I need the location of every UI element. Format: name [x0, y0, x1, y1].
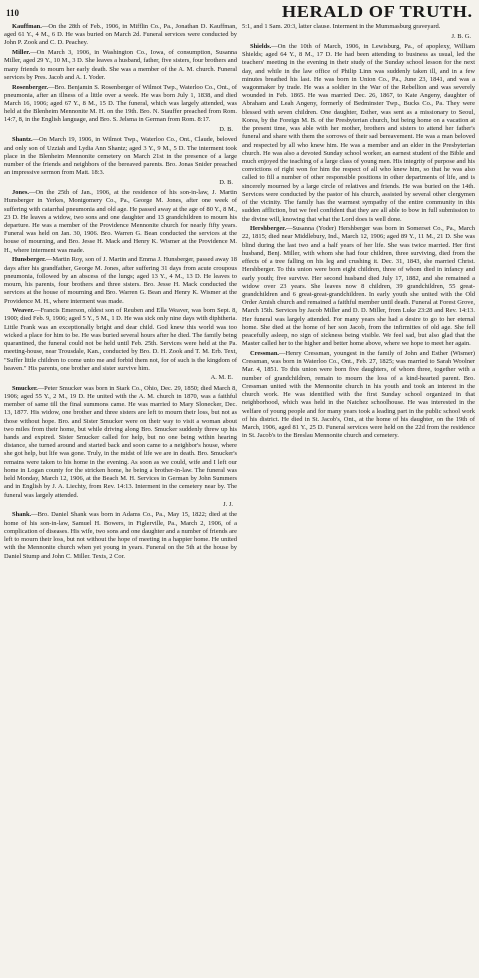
- obituary-name: Cressman.: [250, 350, 280, 358]
- obituary-text: —Martin Roy, son of J. Martin and Emma J. Hunsberger, passed away 18 days after his grandfather, George M. Jones, after suffering 31 days from acute croupous pneumonia, followed by an abscess of the lungs; aged 13 Y., 4 M., 13 D. He leaves to mourn, his parents, four brothers and three sisters. Bro. Jesse H. Mack conducted the services at the house of mourning and Bro. Warren G. Bean and Henry K. Wismer at the Providence M. H., where interment was made.: [4, 256, 237, 305]
- obituary-name: Miller.: [12, 49, 31, 57]
- obituary-text: —Bro. Benjamin S. Rosenberger of Wilmot Twp., Waterloo Co., Ont., of pneumonia, after an illness of a little over a week. He was born July 1, 1838, and died March 16, 1906; aged 67 Y., 8 M., 15 D. The funeral, which was largely attended, was held at the Blenheim Mennonite M. H. on the 19th. Bro. N. Stauffer preached from Rom. 14:7, 8, in the English language, and Bro. S. Jelsma in German from Rom. 8:17.: [4, 83, 237, 124]
- obituary-name: Kauffman.: [12, 23, 42, 30]
- obituary-text: —Francis Emerson, oldest son of Reuben and Ella Weaver, was born Sept. 8, 1900; died Feb. 9, 1906; aged 5 Y., 5 M., 1 D. He was sick only nine days with diphtheria. Little Frank was an exceptionally bright and dear child. God knew this world was too wicked a place for him to be. He was buried several hours after he died. The family being quarantined, the funeral could not be held until Feb. 25th. Services were held at the Pa. meeting-house, near Trousdale, Kan., conducted by Bro. D. H. Zook and T. M. Erb. Text, "Suffer little children to come unto me and forbid them not, for of such is the kingdom of heaven." His parents, one brother and sister survive him.: [4, 307, 237, 372]
- obituary-text: —On the 25th of Jan., 1906, at the residence of his son-in-law, J. Martin Hunsberger in Yerkes, Montgomery Co., Pa., George M. Jones, after one week of suffering with catarrhal pneumonia and old age. He passed away at the age of 80 Y., 8 M., 23 D. He leaves a widow, two sons and one daughter and 13 grandchildren to mourn his departure. He was a member of the Providence Mennonite church for nearly fifty years. Funeral was held on Jan. 30, 1906. Bro. Warren G. Bean conducted the services at the house of mourning, and Bro. Jesse H. Mack and Henry K. Wismer at the Providence M. H., where interment was made.: [4, 189, 237, 254]
- page-header: [0, 0, 479, 22]
- obituary-hunsberger: [4, 256, 237, 305]
- journal-title: HERALD OF TRUTH.: [282, 2, 473, 21]
- obituary-signature: A. M. E.: [210, 374, 233, 382]
- obituary-name: Hershberger.: [250, 225, 287, 233]
- obituary-jones: [4, 189, 237, 255]
- obituary-signature: J. B. G.: [451, 32, 471, 40]
- obituary-shank: [4, 511, 237, 560]
- obituary-signature: J. J.: [223, 501, 233, 509]
- obituary-name: Rosenberger.: [12, 83, 49, 91]
- obituary-shantz: [4, 136, 237, 187]
- obituary-cressman: [242, 350, 475, 440]
- obituary-shank-cont: [242, 23, 475, 41]
- obituary-text: —Peter Smucker was born in Stark Co., Ohio, Dec. 29, 1850; died March 8, 1906; aged 55 Y., 2 M., 19 D. He united with the A. M. church in 1870, was a faithful member of same till the final summons came. He was married to Mary Slonecker, Dec. 13, 1877. His widow, one brother and three sisters are left to mourn their loss, but not as those without hope. Bro. and Sister Smucker were on their way to visit a woman about two miles from their home, but while driving along Bro. Smucker suddenly threw up his hands and expired. Sister Smucker called for help, but no one being within hearing distance, she turned around and started back and soon came to a neighbor's house, where she got help, but life was gone. Truly, in the midst of life we are in death. Bro. Smucker's remains were taken to his home in the evening. As soon as we could, wife and I left our home in Logan county for the stricken home, he being a brother-in-law. The funeral was held Monday, March 12, 1906, at the Beach M. H. Services in German by John Summers and in English by J. A. Liechty, from Rev. 14:13. Interment in the cemetery near by. The funeral was largely attended.: [4, 384, 237, 499]
- obituary-miller-susanna: [4, 49, 237, 82]
- obituary-name: Shields.: [250, 42, 272, 50]
- obituary-name: Shank.: [12, 511, 32, 519]
- obituary-text: —On the 28th of Feb., 1906, in Mifflin Co., Pa., Jonathan D. Kauffman, aged 61 Y., 4 M., 6 D. He was buried on March 2d. Funeral services were conducted by John P. Zook and C. D. Peachey.: [4, 23, 237, 47]
- obituary-text: —On the 10th of March, 1906, in Lewisburg, Pa., of apoplexy, William Shields; aged 64 Y., 8 M., 17 D. He had been attending to business as usual, led the teachers' meeting in the evening in their study of the Sunday school lesson for the next day, and while in the law office of Philip Linn was suddenly taken ill, and in a few minutes breathed his last. He was born in Union Co., Pa., June 23, 1841, and was a wagonmaker by trade. He was a soldier in the War of the Rebellion and was severely wounded in Feb. 1865. He was married Dec. 26, 1867, to Kate Angeny, daughter of Abraham and Leah Angeny, formerly of Bedminster Twp., Bucks Co., Pa. They were blessed with seven children. One daughter, Esther, was sent as a missionary to Seoul, Korea, by the Foreign M. B. of the Presbyterian church, but being home on a vacation at the present time, was able with her mother, brothers and sisters to attend her father's funeral and share with them the sorrows of their sad bereavement. He was a man beloved and respected by all who knew him. He was a member and an elder in the Presbyterian church. He was also a devoted Sunday school worker, an earnest student of the Bible and much enjoyed the teaching of a large class of young men. His integrity of purpose and his convictions of right won for him the respect of all who knew him, so that he was also called to fill a number of other responsible positions in other departments of life, and is sincerely mourned by a large circle of relatives and friends. He was buried on the 14th. Services were conducted by the pastor of his church, assisted by several other clergymen of the vicinity. The family has the warmest sympathy of the entire community in this sudden affliction, but we feel confident that they are all able to bow in full submission to the divine will, knowing that what the Lord does is well done.: [242, 42, 475, 223]
- obituary-name: Jones.: [12, 189, 29, 197]
- obituary-name: Hunsberger.: [12, 256, 46, 264]
- obituary-name: Shantz.: [12, 136, 33, 144]
- obituary-signature: D. B.: [219, 178, 233, 186]
- obituary-text: —On March 19, 1906, in Wilmot Twp., Waterloo Co., Ont., Claude, beloved and only son of Uzziah and Lydia Ann Shantz; aged 3 Y., 9 M., 5 D. The interment took place in the Blenheim Mennonite cemetery on March 21st in the presence of a large number of the friends and neighbors of the bereaved parents. Bro. Jonas Snider preached an impressive sermon from Matt. 18:3.: [4, 136, 237, 177]
- obituary-name: Weaver.: [12, 307, 35, 315]
- obituary-hershberger: [242, 225, 475, 348]
- obituary-kauffman: [4, 23, 237, 48]
- obituary-shields: [242, 43, 475, 224]
- obituary-name: Smucker.: [12, 384, 38, 392]
- obituary-text: —Susanna (Yoder) Hershberger was born in Somerset Co., Pa., March 22, 1815; died near Middlebury, Ind., March 12, 1906; aged 89 Y., 11 M., 21 D. She was blind during the last two and a half years of her life. She was twice married. Her first husband, Benj. Miller, with whom she had four children, three surviving, died from the effects of a tree falling on his leg and crushing it. Dec. 31, 1843, she married Christ. Hershberger. To this union were born eight children, three of whom died in infancy and early youth; five survive. Her second husband died July 17, 1882, and she remained a widow over 23 years. She leaves now 8 children, 39 grandchildren, 55 great-grandchildren and 6 great-great-grandchildren. In early youth she united with the Old Order Amish church and remained a faithful member until death. Funeral at Forest Grove, March 15th. Services by Jacob Miller and D. D. Miller, from Luke 23:28 and Rev. 14:13. Her funeral was largely attended. For many years she had a desire to go to her eternal home. She died at the home of her son Jacob, from the infirmities of old age. She fell peacefully asleep, no sign of sickness being visible. We feel sad, but also glad that the Master called her to the higher and better home above, where we hope to meet her again.: [242, 225, 475, 348]
- page-number: 110: [6, 8, 20, 18]
- obituary-text: 5:1, and 1 Sam. 20:3, latter clause. Interment in the Mummasburg graveyard.: [242, 23, 441, 30]
- obituary-text: —Bro. Daniel Shank was born in Adams Co., Pa., May 15, 1822; died at the home of his son-in-law, Samuel H. Bowers, in Figlerville, Pa., March 2, 1906, of a complication of diseases. His wife, two sons and one daughter and a number of friends are left to mourn their loss, but not without the hope of meeting in a happier home. He united with the Mennonite church when yet young in years. Funeral on the 5th at the house by Daniel Stump and John C. Miller. Texts, 2 Cor.: [4, 511, 237, 560]
- obituary-rosenberger: [4, 84, 237, 135]
- obituary-text: —Henry Cressman, youngest in the family of John and Esther (Wismer) Cressman, was born in Waterloo Co., Ont., Feb. 27, 1825; was married to Sarah Woolner Mar. 4, 1851. To this union were born five daughters, of whom three, together with a number of grandchildren, remain to mourn the loss of a kind-hearted parent. Bro. Cressman united with the Mennonite church in his youth and took an interest in the church work. He was identified with the first Sunday school organized in that neighborhood, which was held in the Natchez schoolhouse. He was interested in the welfare of young people and for many years took a leading part in the public school work of his district. He died in St. Jacob's, Ont., at the home of his daughter, on the 19th of March, 1906, aged 81 Y., 25 D. Funeral services were held on the 22d from the residence in St. Jacob's to the Breslau Mennonite church and cemetery.: [242, 350, 475, 440]
- obituary-text: —On March 3, 1906, in Washington Co., Iowa, of consumption, Susanna Miller, aged 29 Y., 10 M., 3 D. She leaves a husband, father, five sisters, four brothers and many friends to mourn her early death. She was a member of the A. M. church. Funeral services by Pres. Jacob and A. I. Yoder.: [4, 49, 237, 81]
- obituary-weaver: [4, 307, 237, 382]
- obituary-smucker: [4, 385, 237, 510]
- obituary-signature: D. B.: [219, 126, 233, 134]
- right-column: [242, 23, 475, 442]
- left-column: [4, 23, 237, 562]
